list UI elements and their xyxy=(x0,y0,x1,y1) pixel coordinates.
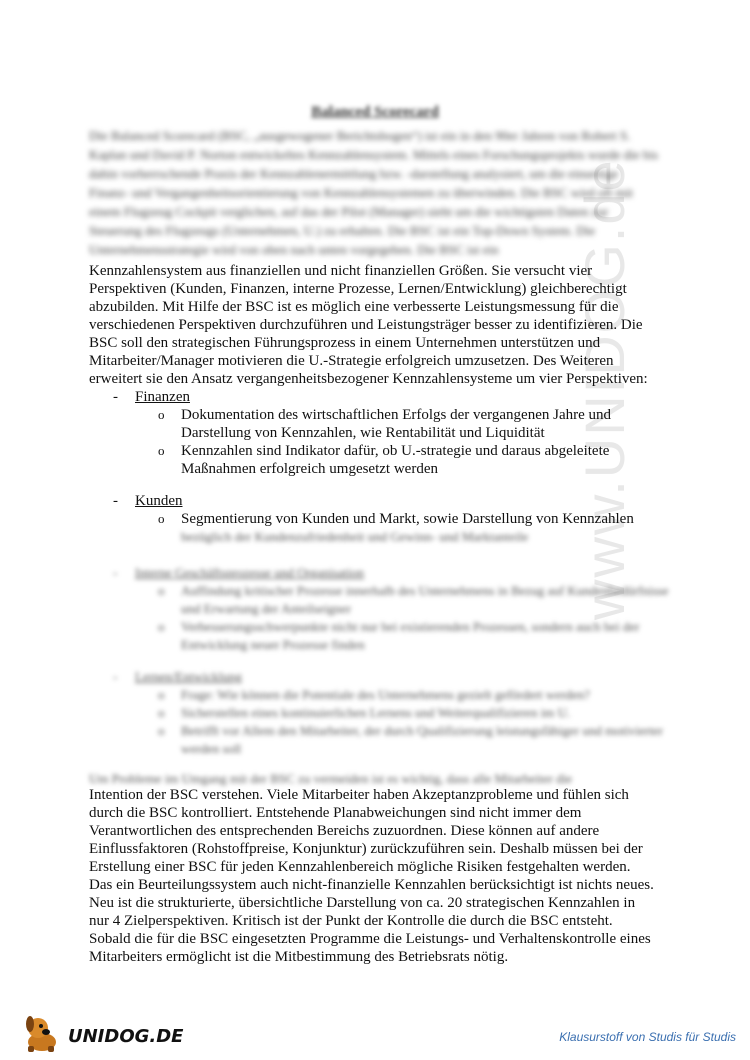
list-item xyxy=(89,406,669,442)
outro-line: nur 4 Zielperspektiven. Kritisch ist der Punkt der Kontrolle die durch die BSC entsteht. xyxy=(89,913,613,929)
circle-bullet-icon: o xyxy=(158,583,165,598)
section-heading xyxy=(89,388,669,406)
outro-line: Mitarbeiters ermöglicht ist die Mitbestimmung des Betriebsrats nötig. xyxy=(89,949,509,965)
dog-mascot-icon xyxy=(20,1012,64,1054)
bullet-text: Verbesserungsschwerpunkte nicht nur bei existierenden Prozessen, sondern auch bei der Entwicklung neuer Prozesse finden xyxy=(181,619,640,652)
section-title: Interne Geschäftsprozesse und Organisation xyxy=(135,565,364,580)
dash-bullet: - xyxy=(113,565,118,580)
intro-paragraph xyxy=(89,262,669,388)
intro-line: Perspektiven (Kunden, Finanzen, interne Prozesse, Lernen/Entwicklung) gleichberechtigt xyxy=(89,281,627,297)
section-heading xyxy=(89,564,669,582)
section-kunden xyxy=(89,492,669,552)
bullet-list xyxy=(89,510,669,546)
dash-bullet: - xyxy=(113,669,118,684)
section-interne-prozesse xyxy=(89,564,669,654)
outro-line: Verantwortlichen des entsprechenden Bereichs zuzuordnen. Diese können auf andere xyxy=(89,823,600,839)
outro-line: Intention der BSC verstehen. Viele Mitarbeiter haben Akzeptanzprobleme und fühlen sich xyxy=(89,787,629,803)
bullet-text: Sicherstellen eines kontinuierlichen Lernens und Weiterqualifizieren im U. xyxy=(181,705,571,720)
list-item xyxy=(89,686,669,704)
circle-bullet-icon: o xyxy=(158,723,165,738)
outro-paragraph xyxy=(89,786,669,966)
perspectives-list xyxy=(89,388,669,764)
section-heading xyxy=(89,492,669,510)
circle-bullet-icon: o xyxy=(158,511,165,526)
bullet-text: Betrifft vor Allem den Mitarbeiter, der durch Qualifizierung leistungsfähiger und motivierter werden soll xyxy=(181,723,663,756)
footer-slogan: Klausurstoff von Studis für Studis xyxy=(559,1030,736,1044)
list-item xyxy=(89,618,669,654)
bullet-list xyxy=(89,582,669,654)
bullet-text: Kennzahlen sind Indikator dafür, ob U.-strategie und daraus abgeleitete Maßnahmen erfolgreich umgesetzt werden xyxy=(181,443,610,477)
section-heading xyxy=(89,668,669,686)
section-finanzen xyxy=(89,388,669,478)
watermark: www.UNIDOG.de xyxy=(573,158,636,620)
bullet-text: Frage: Wie können die Potentiale des Unternehmens gezielt gefördert werden? xyxy=(181,687,590,702)
blurred-intro-paragraph: Die Balanced Scorecard (BSC, „ausgewogener Berichtsbogen“) ist ein in den 90er Jahren von Robert S. Kaplan und David P. Norton entwickeltes Kennzahlensystem. Mittels eines Forschungsprojekts wurde die bis dahin vorherrschende Praxis der Kennzahlenermittlung bzw. -darstellung analysiert, um die einseitige Finanz- und Vergangenheitsorientierung von Kennzahlensystemen zu überwinden. Die BSC wird oft mit einem Flugzeug Cockpit verglichen, auf das der Pilot (Manager) sieht um die wichtigsten Daten zur Steuerung des Flugzeugs (Unternehmen, U.) zu erhalten. Die BSC ist ein Top-Down System. Die Unternehmensstrategie wird von oben nach unten vorgegeben. Die BSC ist ein xyxy=(89,128,659,257)
circle-bullet-icon: o xyxy=(158,619,165,634)
intro-line: Mitarbeiter/Manager motivieren die U.-Strategie erfolgreich umzusetzen. Des Weiteren xyxy=(89,353,614,369)
unidog-logo[interactable] xyxy=(20,1012,184,1054)
section-title: Lernen/Entwicklung xyxy=(135,669,242,684)
outro-line: Erstellung einer BSC für jeden Kennzahlenbereich mögliche Risiken festgehalten werden. xyxy=(89,859,631,875)
intro-line: BSC soll den strategischen Führungsprozess in einem Unternehmen unterstützen und xyxy=(89,335,601,351)
intro-line: erweitert sie den Ansatz vergangenheitsbezogener Kennzahlensysteme um vier Perspektiven: xyxy=(89,371,648,387)
intro-line: Kennzahlensystem aus finanziellen und nicht finanziellen Größen. Sie versucht vier xyxy=(89,263,593,279)
bullet-text: Dokumentation des wirtschaftlichen Erfolgs der vergangenen Jahre und Darstellung von Kennzahlen, wie Rentabilität und Liquidität xyxy=(181,407,612,441)
section-title: Finanzen xyxy=(135,389,190,405)
bullet-text: Segmentierung von Kunden und Markt, sowie Darstellung von Kennzahlen xyxy=(181,511,634,527)
outro-line: durch die BSC kontrolliert. Entstehende Planabweichungen sind nicht immer dem xyxy=(89,805,582,821)
document-title: Balanced Scorecard xyxy=(311,104,439,120)
bullet-text: Auffindung kritischer Prozesse innerhalb des Unternehmens in Bezug auf Kundenbedürfnisse und Erwartung der Anteilseigner xyxy=(181,583,669,616)
circle-bullet-icon: o xyxy=(158,705,165,720)
list-item xyxy=(89,510,669,546)
bullet-list xyxy=(89,686,669,758)
dash-bullet: - xyxy=(113,493,118,509)
section-title: Kunden xyxy=(135,493,183,509)
logo-text: UNIDOG.DE xyxy=(68,1026,184,1047)
section-lernen-entwicklung xyxy=(89,668,669,764)
outro-line: Sobald die für die BSC eingesetzten Programme die Leistungs- und Verhaltenskontrolle eines xyxy=(89,931,651,947)
dash-bullet: - xyxy=(113,389,118,405)
list-item xyxy=(89,704,669,722)
bullet-text-blurred: bezüglich der Kundenzufriedenheit und Gewinn- und Marktanteile xyxy=(181,529,529,544)
circle-bullet-icon: o xyxy=(158,687,165,702)
intro-line: abzubilden. Mit Hilfe der BSC ist es möglich eine verbesserte Leistungsmessung für die xyxy=(89,299,619,315)
circle-bullet-icon: o xyxy=(158,407,165,422)
list-item xyxy=(89,442,669,478)
outro-blurred-line: Um Probleme im Umgang mit der BSC zu vermeiden ist es wichtig, dass alle Mitarbeiter die xyxy=(89,771,573,786)
list-item xyxy=(89,582,669,618)
outro-line: Neu ist die strukturierte, übersichtliche Darstellung von ca. 20 strategischen Kennzahlen in xyxy=(89,895,636,911)
outro-line: Das ein Beurteilungssystem auch nicht-finanzielle Kennzahlen berücksichtigt ist nichts neues. xyxy=(89,877,654,893)
outro-line: Einflussfaktoren (Rohstoffpreise, Konjunktur) zurückzuführen sein. Deshalb müssen bei der xyxy=(89,841,643,857)
bullet-list xyxy=(89,406,669,478)
intro-line: verschiedenen Perspektiven durchzuführen und Leistungsträger besser zu identifizieren. Die xyxy=(89,317,643,333)
circle-bullet-icon: o xyxy=(158,443,165,458)
list-item xyxy=(89,722,669,758)
